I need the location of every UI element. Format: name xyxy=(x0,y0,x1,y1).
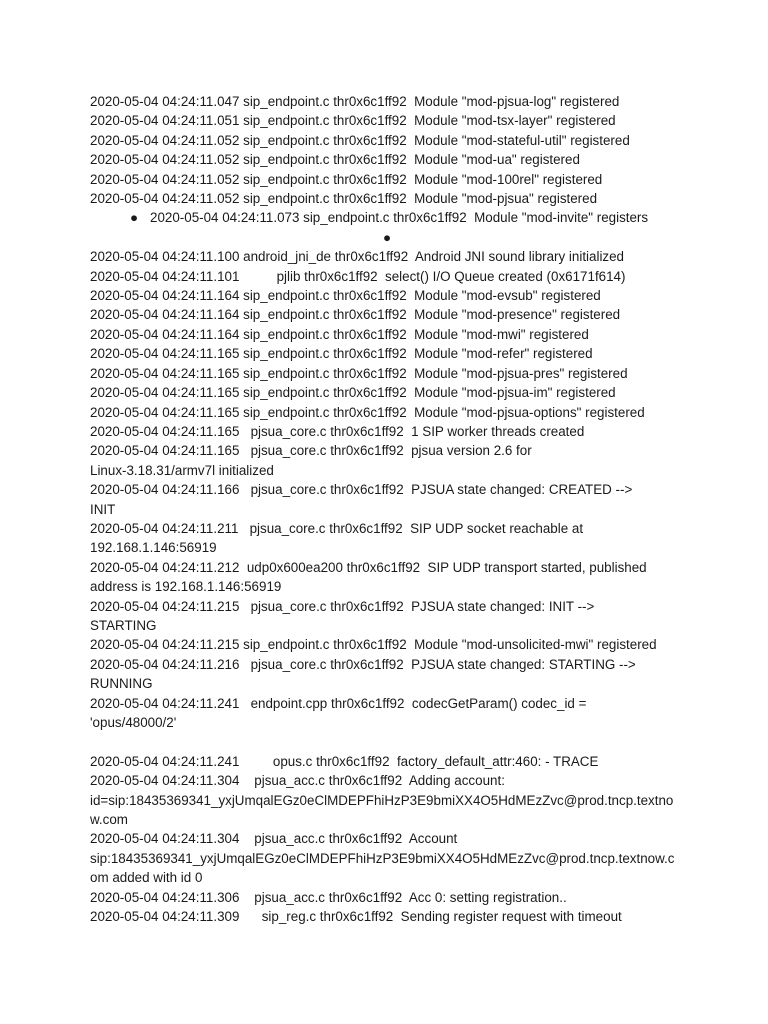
bullet-icon: ● xyxy=(130,210,139,226)
bullet-list-item xyxy=(90,208,680,227)
log-line: 2020-05-04 04:24:11.304 pjsua_acc.c thr0x6c1ff92 Account sip:18435369341_yxjUmqalEGz0eClMDEPFhiHzP3E9bmiXX4O5HdMEzZvc@prod.tncp.textnow.com added with id 0 xyxy=(90,831,675,886)
log-line: 2020-05-04 04:24:11.052 sip_endpoint.c thr0x6c1ff92 Module "mod-pjsua" registered xyxy=(90,191,598,207)
log-line: 2020-05-04 04:24:11.304 pjsua_acc.c thr0x6c1ff92 Adding account: id=sip:18435369341_yxjUmqalEGz0eClMDEPFhiHzP3E9bmiXX4O5HdMEzZvc@prod.tncp.textnow.com xyxy=(90,773,674,828)
log-line: 2020-05-04 04:24:11.164 sip_endpoint.c thr0x6c1ff92 Module "mod-mwi" registered xyxy=(90,326,589,342)
log-line: 2020-05-04 04:24:11.215 sip_endpoint.c thr0x6c1ff92 Module "mod-unsolicited-mwi" registered xyxy=(90,637,657,653)
bullet-icon: ● xyxy=(383,229,392,245)
log-line: 2020-05-04 04:24:11.241 opus.c thr0x6c1ff92 factory_default_attr:460: - TRACE xyxy=(90,753,599,769)
log-line: 2020-05-04 04:24:11.165 sip_endpoint.c thr0x6c1ff92 Module "mod-pjsua-pres" registered xyxy=(90,365,628,381)
log-block-bottom xyxy=(90,752,680,927)
log-line: 2020-05-04 04:24:11.215 pjsua_core.c thr0x6c1ff92 PJSUA state changed: INIT --> STARTING xyxy=(90,598,595,633)
log-line: 2020-05-04 04:24:11.051 sip_endpoint.c thr0x6c1ff92 Module "mod-tsx-layer" registered xyxy=(90,113,616,129)
log-line: 2020-05-04 04:24:11.164 sip_endpoint.c thr0x6c1ff92 Module "mod-presence" registered xyxy=(90,307,621,323)
log-line: 2020-05-04 04:24:11.309 sip_reg.c thr0x6c1ff92 Sending register request with timeout xyxy=(90,909,622,925)
log-line: 2020-05-04 04:24:11.165 pjsua_core.c thr0x6c1ff92 pjsua version 2.6 for Linux-3.18.31/armv7l initialized xyxy=(90,443,532,478)
log-block-top xyxy=(90,92,680,208)
log-line: 2020-05-04 04:24:11.165 sip_endpoint.c thr0x6c1ff92 Module "mod-refer" registered xyxy=(90,346,593,362)
blank-line xyxy=(90,732,680,751)
log-line: 2020-05-04 04:24:11.165 pjsua_core.c thr0x6c1ff92 1 SIP worker threads created xyxy=(90,423,585,439)
log-line: 2020-05-04 04:24:11.216 pjsua_core.c thr0x6c1ff92 PJSUA state changed: STARTING --> RUNNING xyxy=(90,656,636,692)
log-line-bulleted: 2020-05-04 04:24:11.073 sip_endpoint.c thr0x6c1ff92 Module "mod-invite" registers xyxy=(150,210,649,226)
log-line: 2020-05-04 04:24:11.052 sip_endpoint.c thr0x6c1ff92 Module "mod-100rel" registered xyxy=(90,171,603,187)
log-line: 2020-05-04 04:24:11.211 pjsua_core.c thr0x6c1ff92 SIP UDP socket reachable at 192.168.1.146:56919 xyxy=(90,520,584,556)
log-line: 2020-05-04 04:24:11.164 sip_endpoint.c thr0x6c1ff92 Module "mod-evsub" registered xyxy=(90,288,601,304)
log-document xyxy=(90,92,680,926)
log-line: 2020-05-04 04:24:11.306 pjsua_acc.c thr0x6c1ff92 Acc 0: setting registration.. xyxy=(90,889,567,905)
log-line: 2020-05-04 04:24:11.052 sip_endpoint.c thr0x6c1ff92 Module "mod-ua" registered xyxy=(90,152,580,168)
log-line: 2020-05-04 04:24:11.165 sip_endpoint.c thr0x6c1ff92 Module "mod-pjsua-options" registered xyxy=(90,404,645,420)
bullet-list-item-empty xyxy=(90,228,680,247)
log-line: 2020-05-04 04:24:11.241 endpoint.cpp thr0x6c1ff92 codecGetParam() codec_id = 'opus/48000/2' xyxy=(90,695,587,730)
log-block-middle xyxy=(90,247,680,732)
log-line: 2020-05-04 04:24:11.047 sip_endpoint.c thr0x6c1ff92 Module "mod-pjsua-log" registered xyxy=(90,94,620,109)
log-line: 2020-05-04 04:24:11.052 sip_endpoint.c thr0x6c1ff92 Module "mod-stateful-util" registered xyxy=(90,132,630,148)
log-line: 2020-05-04 04:24:11.100 android_jni_de thr0x6c1ff92 Android JNI sound library initialized xyxy=(90,249,625,265)
log-line: 2020-05-04 04:24:11.101 pjlib thr0x6c1ff92 select() I/O Queue created (0x6171f614) xyxy=(90,268,626,284)
log-line: 2020-05-04 04:24:11.212 udp0x600ea200 thr0x6c1ff92 SIP UDP transport started, published address is 192.168.1.146:56919 xyxy=(90,559,647,595)
log-line: 2020-05-04 04:24:11.165 sip_endpoint.c thr0x6c1ff92 Module "mod-pjsua-im" registered xyxy=(90,385,616,401)
log-line: 2020-05-04 04:24:11.166 pjsua_core.c thr0x6c1ff92 PJSUA state changed: CREATED --> INIT xyxy=(90,482,633,517)
